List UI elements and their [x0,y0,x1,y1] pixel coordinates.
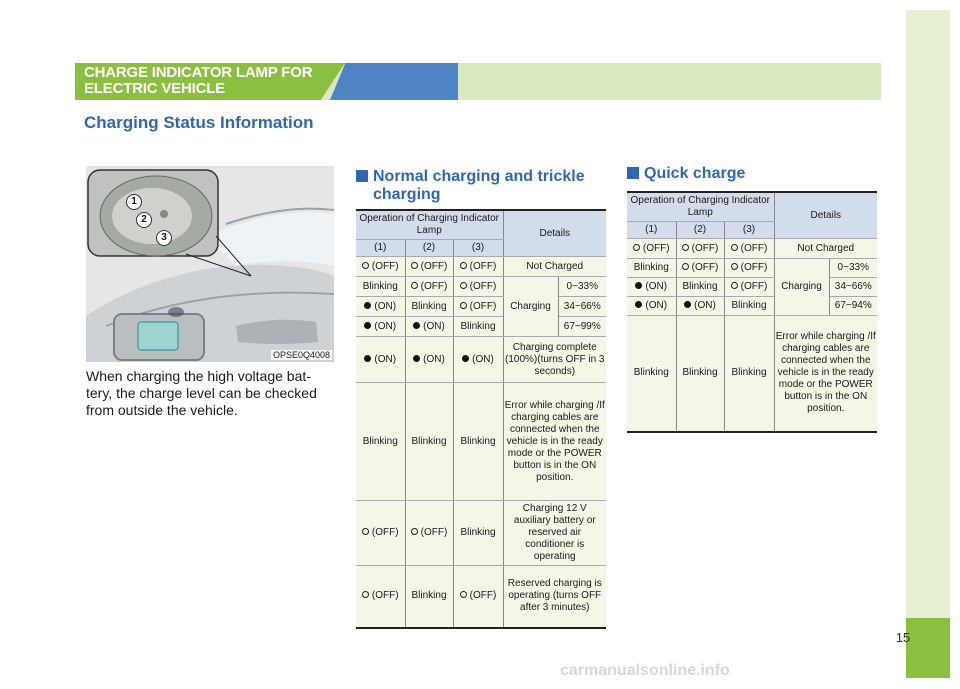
page-number: 15 [895,630,911,645]
lamp-state: (ON) [413,321,445,332]
lamp-state: (OFF) [633,243,670,254]
lamp-state: (OFF) [362,261,399,272]
intro-line-1: When charging the high voltage bat- [86,368,311,384]
table-row [356,501,606,566]
row-detail: Charging 12 V auxiliary battery or reserved air conditioner is operating [503,501,606,566]
normal-title-line2: charging [373,186,441,203]
marker-1: 1 [126,194,142,210]
header-blue-block [330,63,458,100]
quick-head-op: Operation of Charging Indicator Lamp [627,192,774,222]
table-row [356,317,606,337]
intro-line-2: tery, the charge level can be checked [86,385,317,401]
intro-line-3: from outside the vehicle. [86,402,238,418]
row-detail: Error while charging /If charging cables are connected when the vehicle is in the ready mode or the POWER button is in the ON position. [503,383,606,501]
normal-title-line1: Normal charging and trickle [373,168,585,185]
table-row [356,337,606,383]
table-row [627,278,877,297]
lamp-state: (OFF) [362,590,399,601]
lamp-state: Blinking [362,280,398,292]
charge-percent: 67~94% [829,297,877,316]
quick-head-details: Details [774,192,877,239]
quick-charge-title [627,165,877,183]
table-row [627,239,877,259]
lamp-state: (ON) [635,281,667,292]
quick-col-1: (1) [627,222,676,239]
header-title-line1: CHARGE INDICATOR LAMP FOR [84,64,313,81]
lamp-state: (OFF) [411,281,448,292]
table-row [356,257,606,277]
lamp-state: Blinking [731,300,767,311]
marker-2: 2 [136,212,152,228]
charge-percent: 34~66% [558,297,606,317]
side-strip [906,10,950,618]
lamp-state: (OFF) [411,527,448,538]
lamp-state: Blinking [682,367,718,379]
header-title [84,65,344,97]
lamp-state: (OFF) [731,243,768,254]
lamp-state: (OFF) [362,527,399,538]
row-detail: Not Charged [503,257,606,277]
lamp-state: (ON) [364,301,396,312]
lamp-state: Blinking [633,367,669,379]
lamp-state: (OFF) [731,262,768,273]
lamp-state: (OFF) [411,261,448,272]
car-illustration [86,166,334,362]
normal-col-3: (3) [453,240,503,257]
lamp-state: (OFF) [731,281,768,292]
charge-percent: 0~33% [558,277,606,297]
square-bullet-icon [627,167,639,179]
lamp-state: Blinking [633,262,669,273]
lamp-state: (OFF) [460,281,497,292]
lamp-state: Blinking [460,527,496,538]
quick-title-text: Quick charge [644,165,746,182]
side-tab [906,618,950,678]
charging-label: Charging [503,277,558,337]
square-bullet-icon [356,170,368,182]
lamp-state: (OFF) [682,243,719,254]
normal-col-2: (2) [405,240,453,257]
table-row [356,566,606,628]
footer-watermark: carmanualsonline.info [560,662,730,679]
quick-col-3: (3) [724,222,774,239]
row-detail: Not Charged [774,239,877,259]
lamp-state: (OFF) [460,590,497,601]
lamp-state: Blinking [460,320,496,332]
lamp-state: (ON) [462,354,494,365]
table-row [356,277,606,297]
charge-port-figure [86,166,334,362]
lamp-state: (ON) [684,300,716,311]
lamp-state: (OFF) [682,262,719,273]
lamp-state: (OFF) [460,261,497,272]
table-row [627,259,877,278]
normal-head-details: Details [503,210,606,257]
section-title: Charging Status Information [84,113,314,132]
charge-percent: 67~99% [558,317,606,337]
table-row [627,297,877,316]
normal-col-1: (1) [356,240,405,257]
lamp-state: Blinking [411,590,447,602]
lamp-state: (ON) [413,354,445,365]
quick-col-2: (2) [676,222,724,239]
row-detail: Error while charging /If charging cables are connected when the vehicle is in the ready mode or the POWER button is in the ON position. [774,316,877,432]
marker-3: 3 [156,230,172,246]
row-detail: Reserved charging is operating (turns OFF after 3 minutes) [503,566,606,628]
lamp-state: (ON) [364,354,396,365]
lamp-state: Blinking [460,435,496,447]
normal-charging-table [356,209,606,629]
charge-percent: 0~33% [829,259,877,278]
row-detail: Charging complete (100%)(turns OFF in 3 seconds) [503,337,606,383]
table-row [356,297,606,317]
table-row [627,316,877,432]
charge-percent: 34~66% [829,278,877,297]
lamp-state: Blinking [362,435,398,447]
quick-charge-table [627,191,877,433]
normal-head-op: Operation of Charging Indicator Lamp [356,210,503,240]
intro-text [86,368,336,419]
lamp-state: (OFF) [460,301,497,312]
lamp-state: Blinking [731,367,767,379]
figure-code: OPSE0Q4008 [272,350,330,360]
lamp-state: Blinking [411,300,447,312]
lamp-state: Blinking [411,435,447,447]
lamp-state: Blinking [682,281,718,292]
header-title-line2: ELECTRIC VEHICLE [84,80,225,97]
table-row [356,383,606,501]
lamp-state: (ON) [364,321,396,332]
charging-label: Charging [774,259,829,316]
lamp-state: (ON) [635,300,667,311]
normal-charging-title [356,168,606,204]
